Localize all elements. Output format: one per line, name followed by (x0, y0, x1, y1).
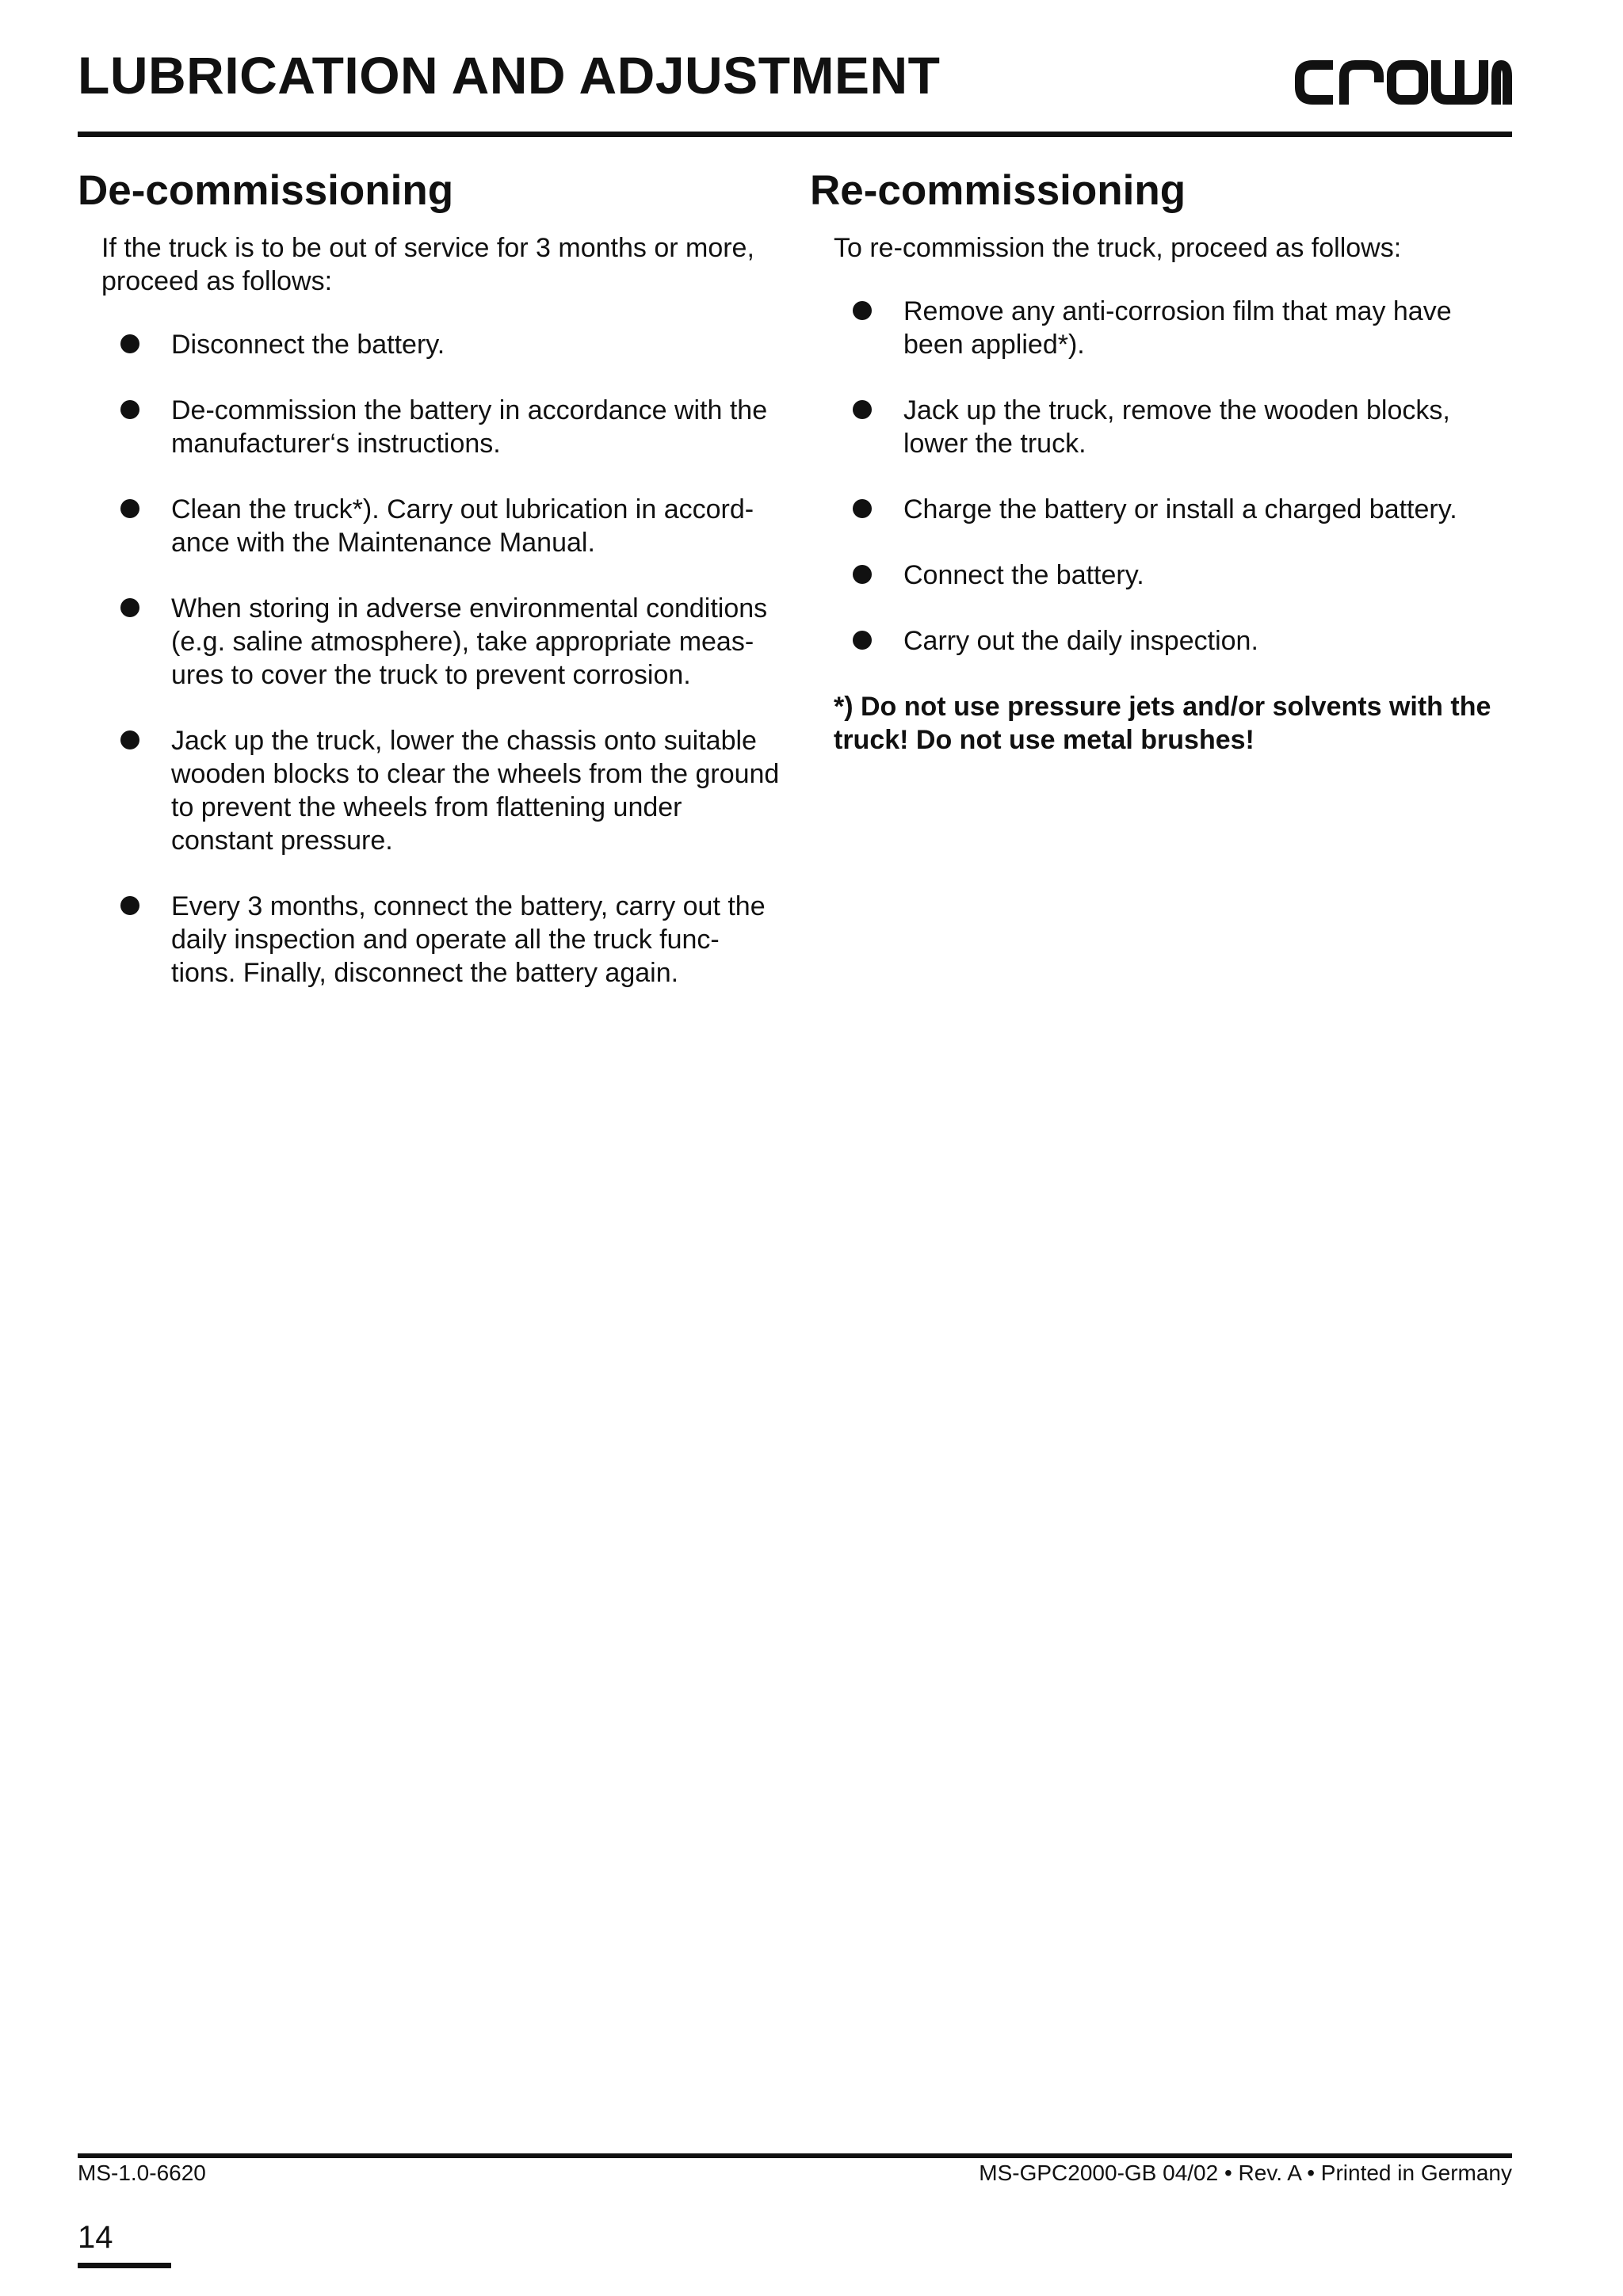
decommissioning-intro: If the truck is to be out of service for 3 months or more, proceed as follows: (101, 233, 754, 297)
footer-rule (78, 2153, 1512, 2158)
recommissioning-list (810, 295, 1515, 658)
page-number: 14 (78, 2220, 113, 2255)
page-title: LUBRICATION AND ADJUSTMENT (78, 46, 941, 105)
crown-logo (1293, 55, 1512, 109)
bullet-icon (120, 400, 139, 419)
decommissioning-section (78, 168, 783, 1022)
warning-note: *) Do not use pressure jets and/or solvents with the truck! Do not use metal brushes! (834, 692, 1491, 756)
decommissioning-heading: De-commissioning (78, 167, 454, 214)
bullet-icon (853, 565, 872, 584)
list-item: Jack up the truck, remove the wooden blocks, lower the truck. (810, 394, 1515, 460)
list-item: When storing in adverse environmental conditions (e.g. saline atmosphere), take appropriate meas-ures to cover the truck to prevent corrosion. (78, 592, 783, 692)
list-item: Carry out the daily inspection. (810, 624, 1515, 658)
list-item: Every 3 months, connect the battery, carry out the daily inspection and operate all the truck func-tions. Finally, disconnect the battery again. (78, 890, 783, 990)
bullet-icon (853, 499, 872, 518)
footer-doc-code: MS-1.0-6620 (78, 2161, 206, 2185)
list-item: Clean the truck*). Carry out lubrication in accord-ance with the Maintenance Manual. (78, 493, 783, 559)
recommissioning-section (810, 168, 1515, 757)
footer-doc-info: MS-GPC2000-GB 04/02 • Rev. A • Printed in Germany (979, 2161, 1512, 2185)
recommissioning-intro: To re-commission the truck, proceed as follows: (834, 233, 1402, 264)
bullet-icon (120, 598, 139, 617)
decommissioning-list (78, 328, 783, 990)
list-item: Remove any anti-corrosion film that may have been applied*). (810, 295, 1515, 361)
bullet-icon (120, 896, 139, 915)
recommissioning-heading: Re-commissioning (810, 167, 1186, 214)
list-item: De-commission the battery in accordance with the manufacturer‘s instructions. (78, 394, 783, 460)
bullet-icon (120, 334, 139, 353)
header-rule (78, 132, 1512, 137)
bullet-icon (120, 730, 139, 749)
bullet-icon (853, 631, 872, 650)
bullet-icon (120, 499, 139, 518)
bullet-icon (853, 301, 872, 320)
list-item: Charge the battery or install a charged battery. (810, 493, 1515, 526)
page-number-underline (78, 2263, 171, 2268)
list-item: Jack up the truck, lower the chassis onto suitable wooden blocks to clear the wheels from the ground to prevent the wheels from flattening under constant pressure. (78, 724, 783, 857)
list-item: Disconnect the battery. (78, 328, 783, 361)
list-item: Connect the battery. (810, 559, 1515, 592)
bullet-icon (853, 400, 872, 419)
